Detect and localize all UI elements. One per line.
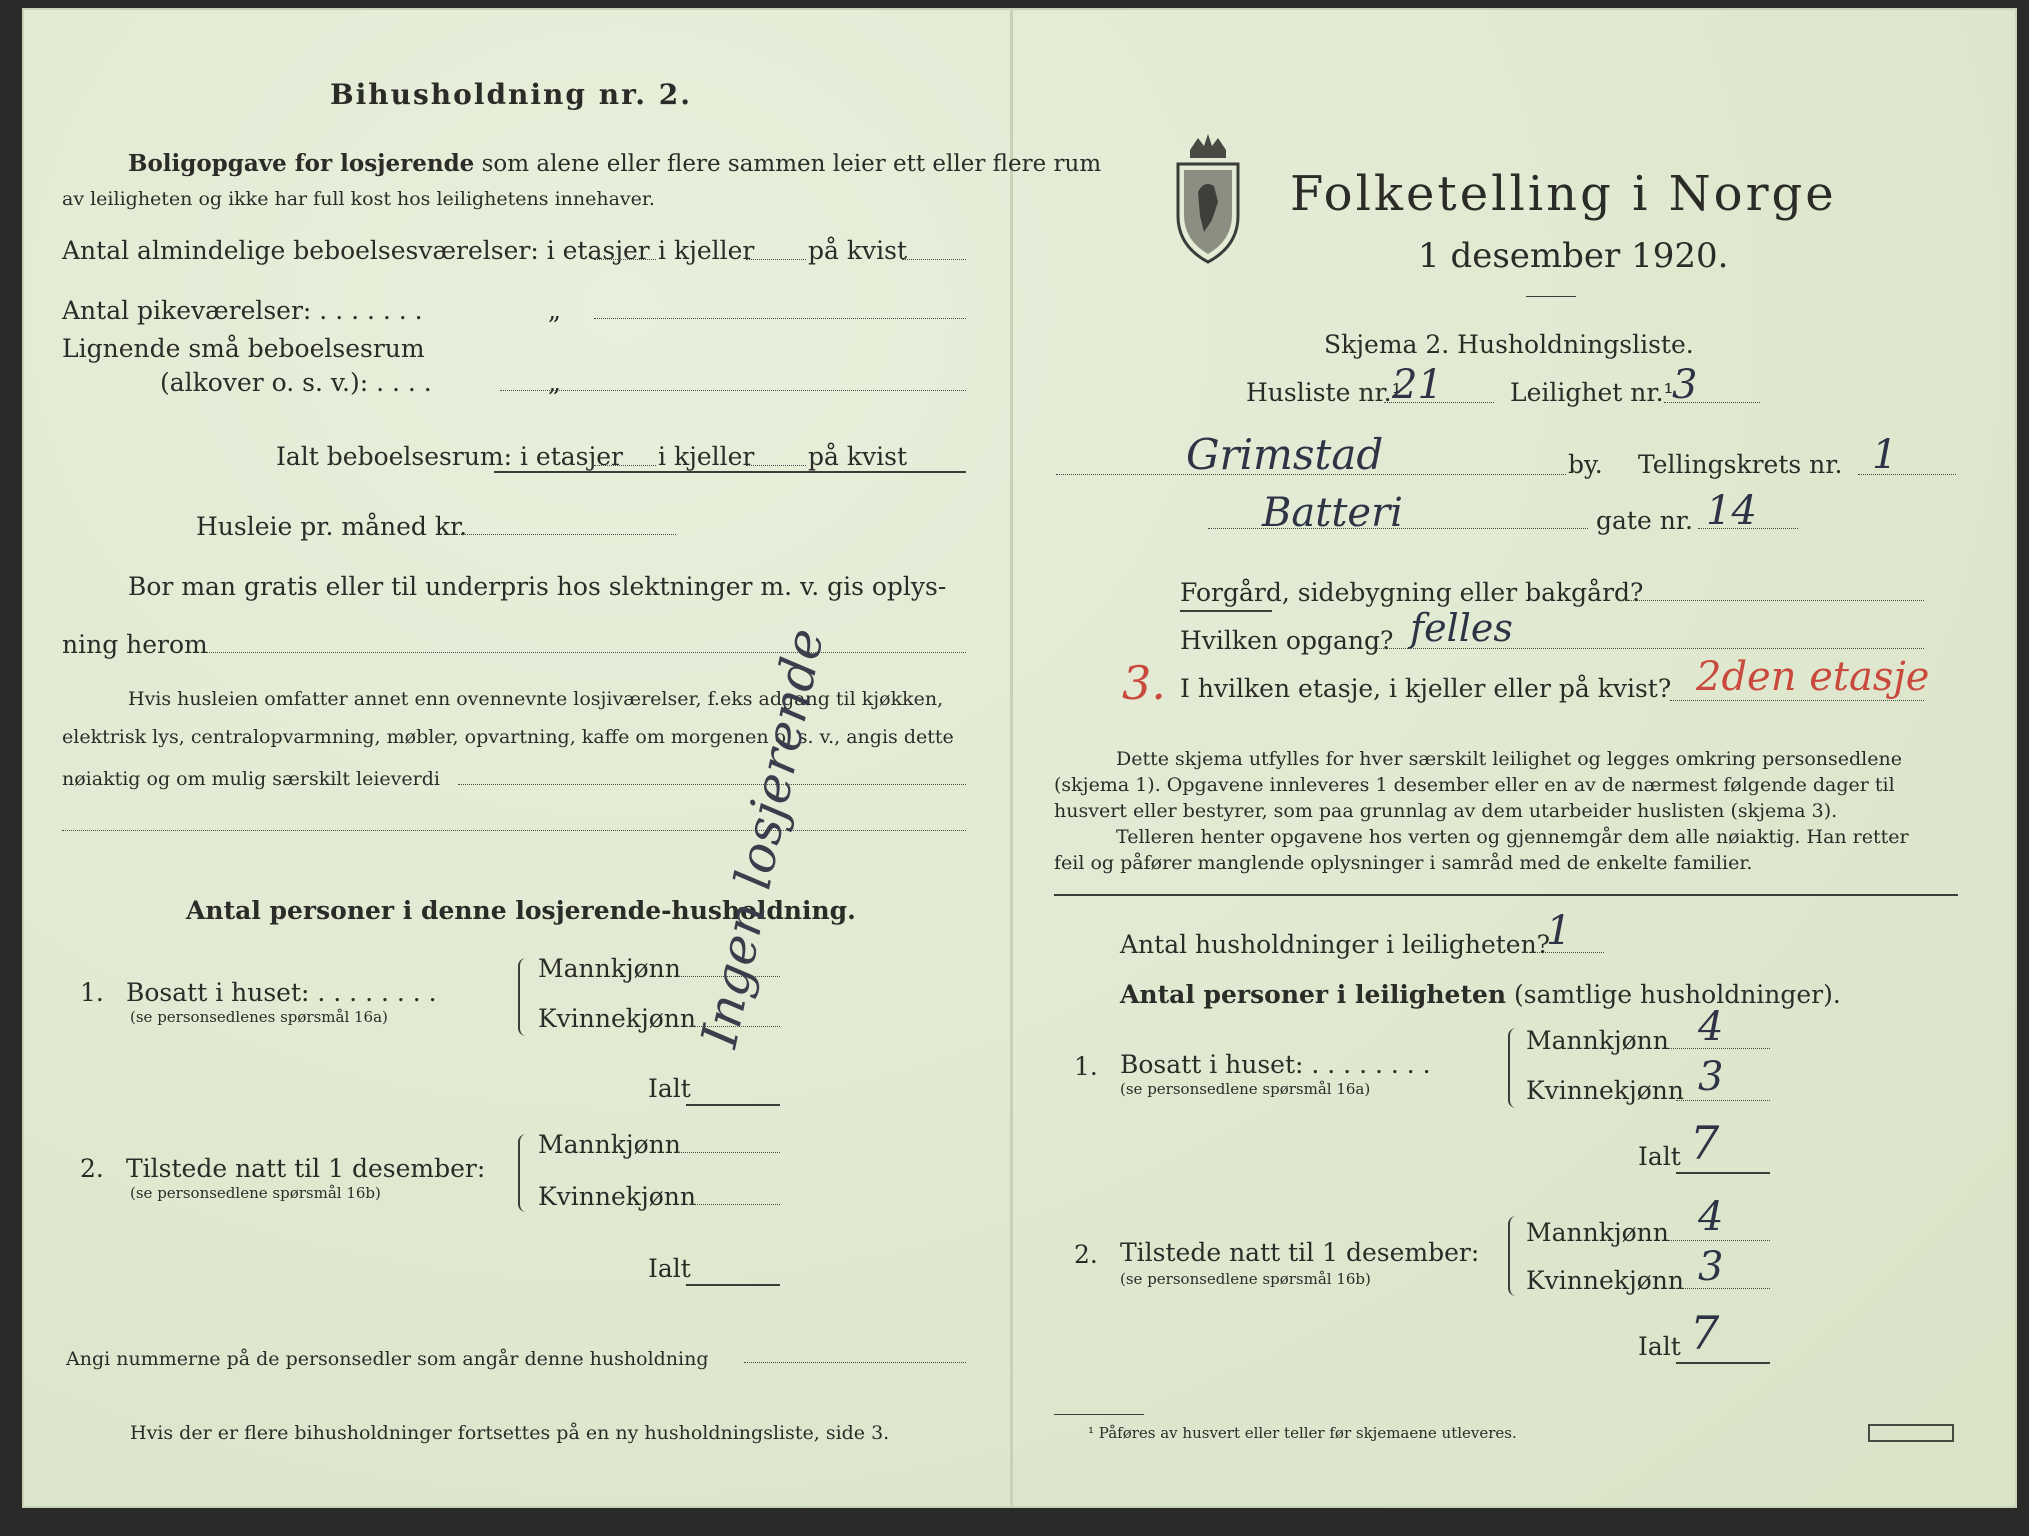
total-cellar-field[interactable] — [746, 465, 806, 466]
opgang-label: Hvilken opgang? — [1180, 626, 1394, 655]
leilighet-field[interactable] — [1664, 402, 1760, 403]
right-q2-male-label: Mannkjønn — [1526, 1218, 1669, 1247]
total-rooms-rule — [494, 471, 966, 473]
right-q1-male-field[interactable] — [1668, 1048, 1770, 1049]
right-q1-brace — [1508, 1028, 1520, 1108]
right-q2-total-value: 7 — [1690, 1306, 1720, 1360]
free-field[interactable] — [206, 652, 966, 653]
right-q1-female-value: 3 — [1698, 1054, 1724, 1100]
right-q1-total-field[interactable] — [1676, 1172, 1770, 1174]
left-title: Bihusholdning nr. 2. — [330, 78, 692, 111]
left-q1-total-field[interactable] — [686, 1104, 780, 1106]
street-field[interactable] — [1208, 528, 1588, 529]
includes-line-2: elektrisk lys, centralopvarmning, møbler, opvartning, kaffe om morgenen o. s. v., angis dette — [62, 726, 954, 748]
includes-field[interactable] — [458, 784, 966, 785]
right-q2-total-label: Ialt — [1638, 1332, 1681, 1361]
gate-value: 14 — [1706, 488, 1757, 534]
small-ditto: „ — [548, 368, 561, 397]
rooms-attic-field[interactable] — [902, 259, 966, 260]
leilighet-label: Leilighet nr.¹ — [1510, 378, 1674, 407]
page-fold — [1010, 8, 1013, 1508]
small-rooms-label-1: Lignende små beboelsesrum — [62, 334, 425, 363]
total-attic-label: på kvist — [808, 442, 907, 471]
instruction-4: Telleren henter opgavene hos verten og gjennemgår dem alle nøiaktig. Han retter — [1116, 826, 1909, 848]
right-q2-male-field[interactable] — [1668, 1240, 1770, 1241]
total-cellar-label: i kjeller — [658, 442, 755, 471]
left-q2-sub: (se personsedlene spørsmål 16b) — [130, 1184, 381, 1202]
households-label: Antal husholdninger i leiligheten? — [1120, 930, 1551, 959]
right-q1-total-value: 7 — [1690, 1116, 1720, 1170]
left-q2-female-label: Kvinnekjønn — [538, 1182, 696, 1211]
town-value: Grimstad — [1186, 430, 1384, 479]
right-q1-female-field[interactable] — [1676, 1100, 1770, 1101]
free-line-1: Bor man gratis eller til underpris hos slektninger m. v. gis oplys- — [128, 572, 947, 601]
krets-label: Tellingskrets nr. — [1638, 450, 1843, 479]
left-q2-male-label: Mannkjønn — [538, 1130, 681, 1159]
total-etasjer-field[interactable] — [594, 465, 656, 466]
right-title: Folketelling i Norge — [1290, 166, 1837, 222]
etasje-label: I hvilken etasje, i kjeller eller på kvist? — [1180, 674, 1672, 703]
left-q1-label: Bosatt i huset: . . . . . . . . — [126, 978, 437, 1007]
includes-field-2[interactable] — [62, 830, 966, 831]
forgard-underline — [1180, 610, 1272, 612]
right-q2-total-field[interactable] — [1676, 1362, 1770, 1364]
right-q1-total-label: Ialt — [1638, 1142, 1681, 1171]
forgard-label: Forgård, sidebygning eller bakgård? — [1180, 578, 1644, 607]
husliste-field[interactable] — [1384, 402, 1494, 403]
left-q1-female-label: Kvinnekjønn — [538, 1004, 696, 1033]
includes-line-1: Hvis husleien omfatter annet enn ovennevnte losjiværelser, f.eks adgang til kjøkken, — [128, 688, 944, 710]
left-q1-sub: (se personsedlenes spørsmål 16a) — [130, 1008, 388, 1026]
intro-line-2: av leiligheten og ikke har full kost hos leilighetens innehaver. — [62, 188, 655, 210]
left-q2-label: Tilstede natt til 1 desember: — [126, 1154, 486, 1183]
left-q1-brace — [518, 958, 530, 1036]
rooms-attic-label: på kvist — [808, 236, 907, 265]
left-persons-heading: Antal personer i denne losjerende-husholdning. — [186, 896, 856, 925]
right-q1-female-label: Kvinnekjønn — [1526, 1076, 1684, 1105]
rent-field[interactable] — [450, 534, 676, 535]
left-q2-total-field[interactable] — [686, 1284, 780, 1286]
numbers-field[interactable] — [744, 1362, 966, 1363]
instruction-3: husvert eller bestyrer, som paa grunnlag av dem utarbeider huslisten (skjema 3). — [1054, 800, 1838, 822]
etasje-mark: 3. — [1122, 656, 1166, 710]
maid-rooms-label: Antal pikeværelser: . . . . . . . — [62, 296, 423, 325]
right-q2-female-label: Kvinnekjønn — [1526, 1266, 1684, 1295]
krets-value: 1 — [1872, 432, 1898, 478]
gate-label: gate nr. — [1596, 506, 1693, 535]
footnote-divider — [1054, 1414, 1144, 1415]
instruction-2: (skjema 1). Opgavene innleveres 1 desember eller en av de nærmest følgende dager til — [1054, 774, 1895, 796]
rooms-cellar-label: i kjeller — [658, 236, 755, 265]
schema-label: Skjema 2. Husholdningsliste. — [1324, 330, 1694, 359]
free-line-2: ning herom — [62, 630, 208, 659]
includes-line-3: nøiaktig og om mulig særskilt leieverdi — [62, 768, 440, 790]
printer-stamp — [1868, 1424, 1954, 1442]
title-divider — [1526, 296, 1576, 297]
rooms-etasjer-field[interactable] — [594, 259, 656, 260]
right-q1-male-label: Mannkjønn — [1526, 1026, 1669, 1055]
town-label: by. — [1568, 450, 1603, 479]
right-q2-female-field[interactable] — [1676, 1288, 1770, 1289]
left-footer: Hvis der er flere bihusholdninger fortsettes på en ny husholdningsliste, side 3. — [130, 1422, 890, 1444]
coat-of-arms-icon — [1168, 120, 1248, 268]
instruction-1: Dette skjema utfylles for hver særskilt leilighet og legges omkring personsedlene — [1116, 748, 1902, 770]
instruction-5: feil og påfører manglende oplysninger i samråd med de enkelte familier. — [1054, 852, 1753, 874]
rooms-cellar-field[interactable] — [746, 259, 806, 260]
numbers-label: Angi nummerne på de personsedler som angår denne husholdning — [66, 1348, 709, 1370]
right-q2-male-value: 4 — [1698, 1194, 1724, 1240]
right-persons-heading-rest: (samtlige husholdninger). — [1514, 980, 1841, 1009]
right-q2-sub: (se personsedlene spørsmål 16b) — [1120, 1270, 1371, 1288]
intro-line-1 — [128, 150, 1101, 177]
right-persons-heading-bold: Antal personer i leiligheten — [1120, 980, 1507, 1009]
opgang-value: felles — [1410, 606, 1513, 650]
etasje-field[interactable] — [1670, 700, 1924, 701]
leilighet-value: 3 — [1672, 362, 1698, 408]
footnote: ¹ Påføres av husvert eller teller før skjemaene utleveres. — [1088, 1424, 1517, 1442]
left-q1-male-label: Mannkjønn — [538, 954, 681, 983]
husliste-label: Husliste nr.¹ — [1246, 378, 1402, 407]
households-field[interactable] — [1524, 952, 1604, 953]
husliste-value: 21 — [1392, 362, 1443, 408]
handwritten-no-lodgers: Ingen losjerende — [690, 623, 836, 1053]
maid-rooms-field[interactable] — [594, 318, 966, 319]
left-q2-total-label: Ialt — [648, 1254, 691, 1283]
opgang-field[interactable] — [1374, 648, 1924, 649]
intro-rest-1: som alene eller flere sammen leier ett eller flere rum — [481, 151, 1102, 177]
census-date: 1 desember 1920. — [1418, 236, 1729, 276]
right-q1-label: Bosatt i huset: . . . . . . . . — [1120, 1050, 1431, 1079]
right-q1-num: 1. — [1074, 1052, 1098, 1081]
households-value: 1 — [1546, 908, 1572, 954]
etasje-value: 2den etasje — [1696, 654, 1930, 700]
right-q1-sub: (se personsedlene spørsmål 16a) — [1120, 1080, 1371, 1098]
instructions-divider — [1054, 894, 1958, 896]
gate-field[interactable] — [1698, 528, 1798, 529]
forgard-field[interactable] — [1618, 600, 1924, 601]
right-q2-label: Tilstede natt til 1 desember: — [1120, 1238, 1480, 1267]
right-q2-female-value: 3 — [1698, 1244, 1724, 1290]
left-q2-brace — [518, 1134, 530, 1212]
total-rooms-label: Ialt beboelsesrum: i etasjer — [276, 442, 624, 471]
town-field[interactable] — [1056, 474, 1566, 475]
small-rooms-field[interactable] — [500, 390, 966, 391]
street-value: Batteri — [1262, 490, 1403, 536]
krets-field[interactable] — [1858, 474, 1956, 475]
right-persons-heading — [1120, 980, 1841, 1009]
right-q2-brace — [1508, 1216, 1520, 1296]
left-q2-num: 2. — [80, 1154, 104, 1183]
left-q2-female-field[interactable] — [686, 1204, 780, 1205]
intro-bold: Boligopgave for losjerende — [128, 150, 475, 177]
left-q1-num: 1. — [80, 978, 104, 1007]
left-q2-male-field[interactable] — [678, 1152, 780, 1153]
small-rooms-label-2: (alkover o. s. v.): . . . . — [160, 368, 432, 397]
rent-label: Husleie pr. måned kr. — [196, 512, 468, 541]
left-q1-total-label: Ialt — [648, 1074, 691, 1103]
maid-ditto: „ — [548, 296, 561, 325]
right-q1-male-value: 4 — [1698, 1004, 1724, 1050]
rooms-label: Antal almindelige beboelsesværelser: i etasjer — [62, 236, 650, 265]
right-q2-num: 2. — [1074, 1240, 1098, 1269]
